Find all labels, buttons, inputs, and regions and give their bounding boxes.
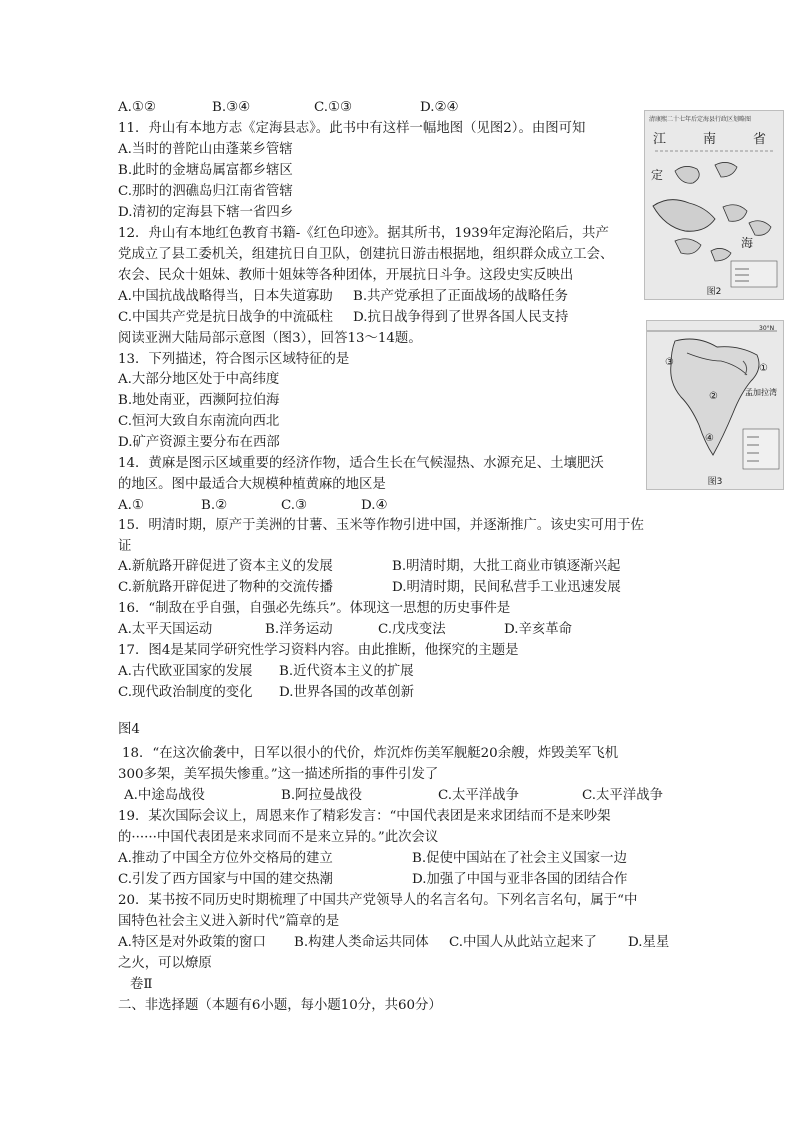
map-label-nan: 南 xyxy=(703,132,717,147)
q19-option-b: B.促使中国站在了社会主义国家一边 xyxy=(412,851,627,866)
q15-option-a: A.新航路开辟促进了资本主义的发展 xyxy=(118,559,333,574)
q19-option-a: A.推动了中国全方位外交格局的建立 xyxy=(118,851,333,866)
q10-option-d: D.②④ xyxy=(420,100,459,115)
figure-2-map xyxy=(644,110,784,300)
q18-stem-line-1: 18．“在这次偷袭中，日军以很小的代价，炸沉炸伤美军舰艇20余艘，炸毁美军飞机 xyxy=(122,746,619,761)
island-2 xyxy=(715,162,737,177)
q18-option-c: C.太平洋战争 xyxy=(438,788,519,803)
region-mark-4: ④ xyxy=(705,433,714,444)
q20-option-d-continuation: 之火，可以燎原 xyxy=(118,956,212,971)
q13-option-c: C.恒河大致自东南流向西北 xyxy=(118,414,280,429)
q20-option-a: A.特区是对外政策的窗口 xyxy=(118,935,266,950)
section-2-heading: 二、非选择题（本题有6小题，每小题10分，共60分） xyxy=(118,998,442,1013)
q15-option-b: B.明清时期，大批工商业市镇逐渐兴起 xyxy=(392,559,621,574)
map-label-ding: 定 xyxy=(651,168,664,182)
q11-stem: 11．舟山有本地方志《定海县志》。此书中有这样一幅地图（见图2）。由图可知 xyxy=(118,121,586,136)
q15-stem-line-1: 15．明清时期，原产于美洲的甘薯、玉米等作物引进中国，并逐渐推广。该史实可用于佐 xyxy=(118,518,644,533)
figure-3-caption: 图3 xyxy=(707,477,723,487)
q19-stem-line-2: 的······中国代表团是来求同而不是来立异的。”此次会议 xyxy=(118,830,439,845)
q17-option-d: D.世界各国的改革创新 xyxy=(279,685,415,700)
q18-option-d: C.太平洋战争 xyxy=(582,788,663,803)
q18-option-b: B.阿拉曼战役 xyxy=(281,788,363,803)
q14-option-c: C.③ xyxy=(281,498,308,513)
region-mark-1: ① xyxy=(759,363,768,374)
figure-4-label: 图4 xyxy=(118,722,140,737)
q11-option-c: C.那时的泗礁岛归江南省管辖 xyxy=(118,184,293,199)
q10-option-a: A.①② xyxy=(118,100,156,115)
q11-option-a: A.当时的普陀山由蓬莱乡管辖 xyxy=(118,142,293,157)
q12-option-c: C.中国共产党是抗日战争的中流砥柱 xyxy=(118,310,333,325)
q13-option-d: D.矿产资源主要分布在西部 xyxy=(118,435,280,450)
q14-option-d: D.④ xyxy=(361,498,388,513)
intro-13-14: 阅读亚洲大陆局部示意图（图3），回答13～14题。 xyxy=(118,331,422,346)
q16-stem: 16．“制敌在乎自强，自强必先练兵”。体现这一思想的历史事件是 xyxy=(118,601,511,616)
map-label-hai: 海 xyxy=(741,236,754,250)
volume-2-label: 卷Ⅱ xyxy=(130,977,153,992)
q16-option-b: B.洋务运动 xyxy=(265,622,333,637)
q11-option-b: B.此时的金塘岛属富都乡辖区 xyxy=(118,163,293,178)
q17-option-c: C.现代政治制度的变化 xyxy=(118,685,253,700)
q17-option-a: A.古代欧亚国家的发展 xyxy=(118,664,253,679)
q14-option-b: B.② xyxy=(201,498,228,513)
q20-option-b: B.构建人类命运共同体 xyxy=(294,935,429,950)
q18-stem-line-2: 300多架，美军损失惨重。”这一描述所指的事件引发了 xyxy=(118,767,439,782)
island-3 xyxy=(723,205,747,222)
q18-option-a: A.中途岛战役 xyxy=(124,788,205,803)
q13-option-b: B.地处南亚，西濒阿拉伯海 xyxy=(118,393,280,408)
region-mark-2: ② xyxy=(709,391,718,402)
q14-stem-line-2: 的地区。图中最适合大规模种植黄麻的地区是 xyxy=(118,477,386,492)
q20-option-c: C.中国人从此站立起来了 xyxy=(449,935,597,950)
main-island xyxy=(653,200,715,232)
island-5 xyxy=(675,239,701,254)
q10-option-c: C.①③ xyxy=(314,100,353,115)
q12-stem-line-1: 12．舟山有本地红色教育书籍-《红色印迹》。据其所书，1939年定海沦陷后，共产 xyxy=(118,226,609,241)
q20-stem-line-1: 20．某书按不同历史时期梳理了中国共产党领导人的名言名句。下列名言名句，属于“中 xyxy=(118,893,638,908)
figure-3-legend xyxy=(743,429,779,469)
q15-stem-line-2: 证 xyxy=(118,539,132,554)
q14-stem-line-1: 14．黄麻是图示区域重要的经济作物，适合生长在气候湿热、水源充足、土壤肥沃 xyxy=(118,456,604,471)
q20-option-d: D.星星 xyxy=(628,935,670,950)
q13-option-a: A.大部分地区处于中高纬度 xyxy=(118,372,280,387)
map-label-sheng: 省 xyxy=(753,132,767,147)
q13-stem: 13．下列描述，符合图示区域特征的是 xyxy=(118,352,350,367)
q16-option-a: A.太平天国运动 xyxy=(118,622,213,637)
q16-option-d: D.辛亥革命 xyxy=(504,622,573,637)
figure-3-map xyxy=(646,320,784,490)
q10-option-b: B.③④ xyxy=(212,100,251,115)
bay-of-bengal-label: 孟加拉湾 xyxy=(745,388,777,397)
q17-stem: 17．图4是某同学研究性学习资料内容。由此推断，他探究的主题是 xyxy=(118,643,519,658)
q17-option-b: B.近代资本主义的扩展 xyxy=(279,664,414,679)
q15-option-d: D.明清时期，民间私营手工业迅速发展 xyxy=(392,580,621,595)
q14-option-a: A.① xyxy=(118,498,144,513)
figure-2-caption: 图2 xyxy=(706,287,722,297)
island-1 xyxy=(675,166,699,183)
q12-option-d: D.抗日战争得到了世界各国人民支持 xyxy=(353,310,569,325)
map-label-jiang: 江 xyxy=(653,132,667,147)
q20-stem-line-2: 国特色社会主义进入新时代”篇章的是 xyxy=(118,914,340,929)
q16-option-c: C.戊戌变法 xyxy=(378,622,446,637)
q12-stem-line-3: 农会、民众十姐妹、教师十姐妹等各种团体，开展抗日斗争。这段史实反映出 xyxy=(118,268,574,283)
q19-option-d: D.加强了中国与亚非各国的团结合作 xyxy=(412,872,628,887)
q12-stem-line-2: 党成立了县工委机关，组建抗日自卫队，创建抗日游击根据地，组织群众成立工会、 xyxy=(118,247,614,262)
island-4 xyxy=(749,221,771,236)
figure-2-title: 清康熙二十七年后定海县行政区划略图 xyxy=(649,116,752,123)
q11-option-d: D.清初的定海县下辖一省四乡 xyxy=(118,205,294,220)
island-6 xyxy=(711,248,731,261)
q19-stem-line-1: 19．某次国际会议上，周恩来作了精彩发言：“中国代表团是来求团结而不是来吵架 xyxy=(118,809,611,824)
q12-option-b: B.共产党承担了正面战场的战略任务 xyxy=(353,289,568,304)
q19-option-c: C.引发了西方国家与中国的建交热潮 xyxy=(118,872,333,887)
latitude-30n-label: 30°N xyxy=(759,325,775,332)
q12-option-a: A.中国抗战战略得当，日本失道寡助 xyxy=(118,289,333,304)
region-mark-3: ③ xyxy=(665,357,674,368)
q15-option-c: C.新航路开辟促进了物种的交流传播 xyxy=(118,580,333,595)
